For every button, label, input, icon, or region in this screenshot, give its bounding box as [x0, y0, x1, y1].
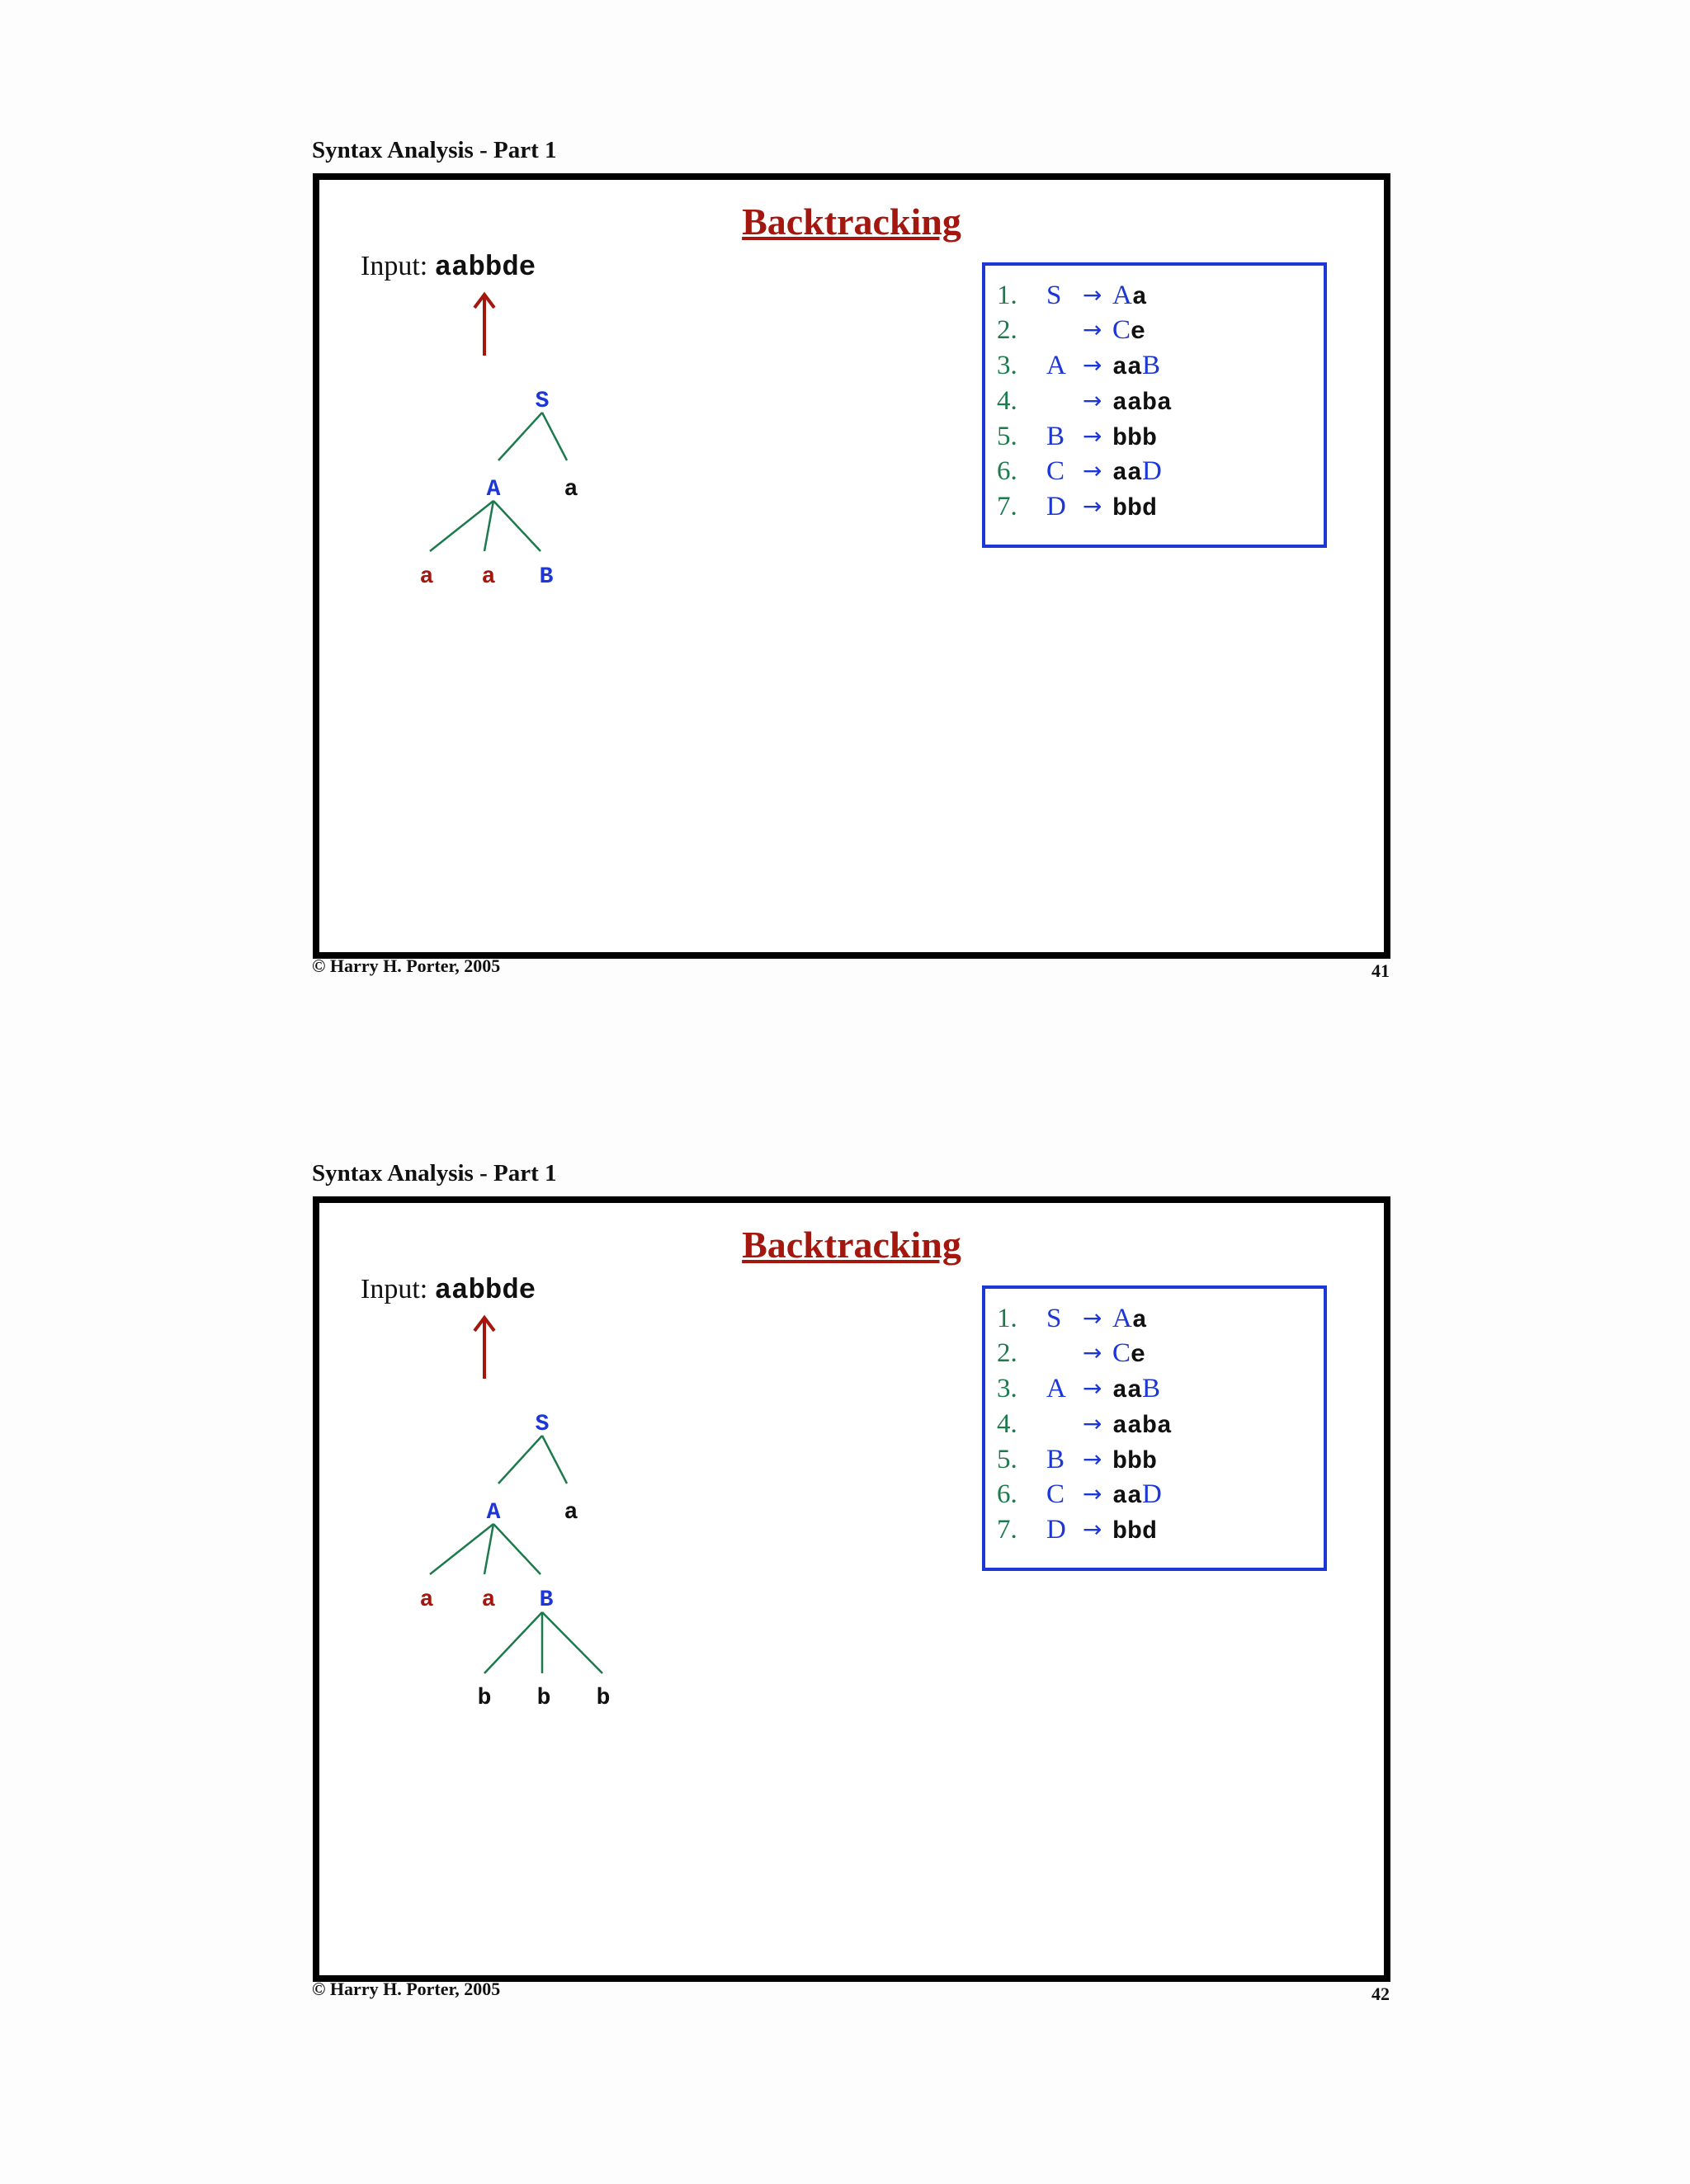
- rule-lhs: S: [1046, 281, 1062, 310]
- rhs-terminal: a: [1131, 284, 1147, 312]
- rule-number: 6.: [997, 456, 1017, 486]
- rule-arrow-icon: →: [1083, 1410, 1102, 1437]
- rule-lhs: D: [1046, 1515, 1066, 1545]
- input-line: [361, 252, 536, 282]
- rule-number: 2.: [997, 315, 1017, 345]
- rule-number: 6.: [997, 1479, 1017, 1509]
- rule-arrow-icon: →: [1083, 351, 1102, 379]
- rhs-terminal: bbb: [1112, 1448, 1158, 1476]
- rule-number: 2.: [997, 1338, 1017, 1368]
- rhs-nonterminal: C: [1112, 1338, 1131, 1368]
- input-string: aabbde: [434, 1276, 536, 1307]
- tree-node-l3-1: b: [536, 1686, 551, 1711]
- input-pointer-arrow-icon: [468, 1314, 501, 1380]
- rhs-terminal: aa: [1112, 460, 1143, 488]
- rule-rhs: [1112, 1302, 1147, 1337]
- rule-rhs: [1112, 490, 1157, 526]
- tree-node-l2-0: a: [419, 1587, 434, 1613]
- rhs-terminal: bbd: [1112, 1518, 1158, 1546]
- rule-rhs: [1112, 1443, 1157, 1479]
- rhs-terminal: aa: [1112, 1483, 1143, 1511]
- parse-tree: [319, 1203, 897, 1975]
- rhs-nonterminal: D: [1142, 1479, 1162, 1509]
- rhs-terminal: e: [1131, 318, 1146, 347]
- rhs-nonterminal: D: [1142, 456, 1162, 486]
- rule-rhs: [1112, 1513, 1157, 1549]
- tree-node-root: S: [535, 1412, 550, 1437]
- rhs-terminal: aa: [1112, 354, 1143, 382]
- copyright: © Harry H. Porter, 2005: [312, 1979, 501, 1999]
- rule-lhs: C: [1046, 1479, 1065, 1509]
- rule-arrow-icon: →: [1083, 1446, 1102, 1473]
- tree-edge: [498, 413, 542, 460]
- rule-arrow-icon: →: [1083, 281, 1102, 309]
- rule-number: 4.: [997, 386, 1017, 416]
- tree-edge: [542, 1612, 602, 1673]
- tree-node-l3-0: b: [477, 1686, 492, 1711]
- tree-edge: [542, 413, 567, 460]
- slide-frame: [313, 173, 1390, 959]
- rule-arrow-icon: →: [1083, 1375, 1102, 1402]
- slide-title: Backtracking: [742, 200, 961, 243]
- rule-rhs: [1112, 1337, 1145, 1372]
- tree-edge: [493, 1524, 541, 1574]
- rule-number: 7.: [997, 492, 1017, 521]
- tree-node-l1-0: A: [486, 477, 501, 502]
- rule-lhs: A: [1046, 351, 1066, 380]
- rhs-terminal: a: [1131, 1307, 1147, 1335]
- grammar-box: [982, 1285, 1327, 1571]
- rule-arrow-icon: →: [1083, 422, 1102, 450]
- rule-number: 7.: [997, 1515, 1017, 1545]
- copyright: © Harry H. Porter, 2005: [312, 955, 501, 976]
- rule-arrow-icon: →: [1083, 1516, 1102, 1543]
- running-head: Syntax Analysis - Part 1: [312, 1160, 557, 1186]
- rhs-terminal: bbd: [1112, 495, 1158, 523]
- rule-number: 4.: [997, 1409, 1017, 1439]
- slide-frame: [313, 1196, 1390, 1982]
- input-label: Input:: [361, 251, 428, 281]
- rhs-nonterminal: B: [1142, 1374, 1161, 1403]
- tree-edge: [430, 501, 493, 551]
- tree-edge: [493, 501, 541, 551]
- rule-lhs: B: [1046, 1445, 1065, 1474]
- tree-node-l3-2: b: [596, 1686, 611, 1711]
- rhs-terminal: aa: [1112, 1377, 1143, 1405]
- rule-lhs: C: [1046, 456, 1065, 486]
- rule-number: 5.: [997, 422, 1017, 451]
- rule-lhs: B: [1046, 422, 1065, 451]
- rule-rhs: [1112, 455, 1162, 490]
- rule-lhs: D: [1046, 492, 1066, 521]
- rhs-terminal: aaba: [1112, 1413, 1173, 1441]
- tree-node-l2-1: a: [481, 1587, 496, 1613]
- rule-rhs: [1112, 420, 1157, 455]
- rule-rhs: [1112, 279, 1147, 314]
- rule-number: 5.: [997, 1445, 1017, 1474]
- rule-rhs: [1112, 1372, 1160, 1408]
- rule-arrow-icon: →: [1083, 1480, 1102, 1507]
- rule-number: 1.: [997, 281, 1017, 310]
- rhs-terminal: e: [1131, 1342, 1146, 1370]
- rule-rhs: [1112, 1408, 1172, 1443]
- tree-node-l2-1: a: [481, 564, 496, 590]
- rhs-terminal: bbb: [1112, 425, 1158, 453]
- running-head: Syntax Analysis - Part 1: [312, 137, 557, 163]
- tree-node-l1-1: a: [564, 477, 578, 502]
- page-number: 42: [1371, 1984, 1390, 2004]
- tree-edge: [430, 1524, 493, 1574]
- tree-node-l2-2: B: [539, 564, 554, 590]
- parse-tree: [319, 180, 897, 952]
- tree-node-root: S: [535, 389, 550, 414]
- input-pointer-arrow-icon: [468, 291, 501, 357]
- rule-rhs: [1112, 1478, 1162, 1513]
- tree-edge: [484, 501, 493, 551]
- tree-node-l1-0: A: [486, 1500, 501, 1526]
- rule-arrow-icon: →: [1083, 1304, 1102, 1332]
- grammar-box: [982, 262, 1327, 548]
- rule-arrow-icon: →: [1083, 1339, 1102, 1366]
- rule-rhs: [1112, 349, 1160, 384]
- tree-edge: [498, 1436, 542, 1484]
- slide-title: Backtracking: [742, 1224, 961, 1266]
- input-label: Input:: [361, 1274, 428, 1304]
- rule-arrow-icon: →: [1083, 316, 1102, 343]
- rule-number: 3.: [997, 351, 1017, 380]
- input-line: [361, 1276, 536, 1305]
- page-number: 41: [1371, 960, 1390, 981]
- rule-number: 3.: [997, 1374, 1017, 1403]
- rule-lhs: A: [1046, 1374, 1066, 1403]
- rhs-nonterminal: A: [1112, 1304, 1132, 1333]
- input-string: aabbde: [434, 252, 536, 284]
- rule-lhs: S: [1046, 1304, 1062, 1333]
- tree-node-l2-0: a: [419, 564, 434, 590]
- rule-number: 1.: [997, 1304, 1017, 1333]
- rhs-nonterminal: C: [1112, 315, 1131, 345]
- rule-rhs: [1112, 314, 1145, 349]
- tree-edge: [484, 1524, 493, 1574]
- rhs-terminal: aaba: [1112, 389, 1173, 417]
- rhs-nonterminal: A: [1112, 281, 1132, 310]
- tree-edge: [484, 1612, 542, 1673]
- rule-arrow-icon: →: [1083, 493, 1102, 520]
- rule-rhs: [1112, 384, 1172, 420]
- rule-arrow-icon: →: [1083, 387, 1102, 414]
- tree-node-l1-1: a: [564, 1500, 578, 1526]
- rhs-nonterminal: B: [1142, 351, 1161, 380]
- rule-arrow-icon: →: [1083, 457, 1102, 484]
- tree-edge: [542, 1436, 567, 1484]
- tree-node-l2-2: B: [539, 1587, 554, 1613]
